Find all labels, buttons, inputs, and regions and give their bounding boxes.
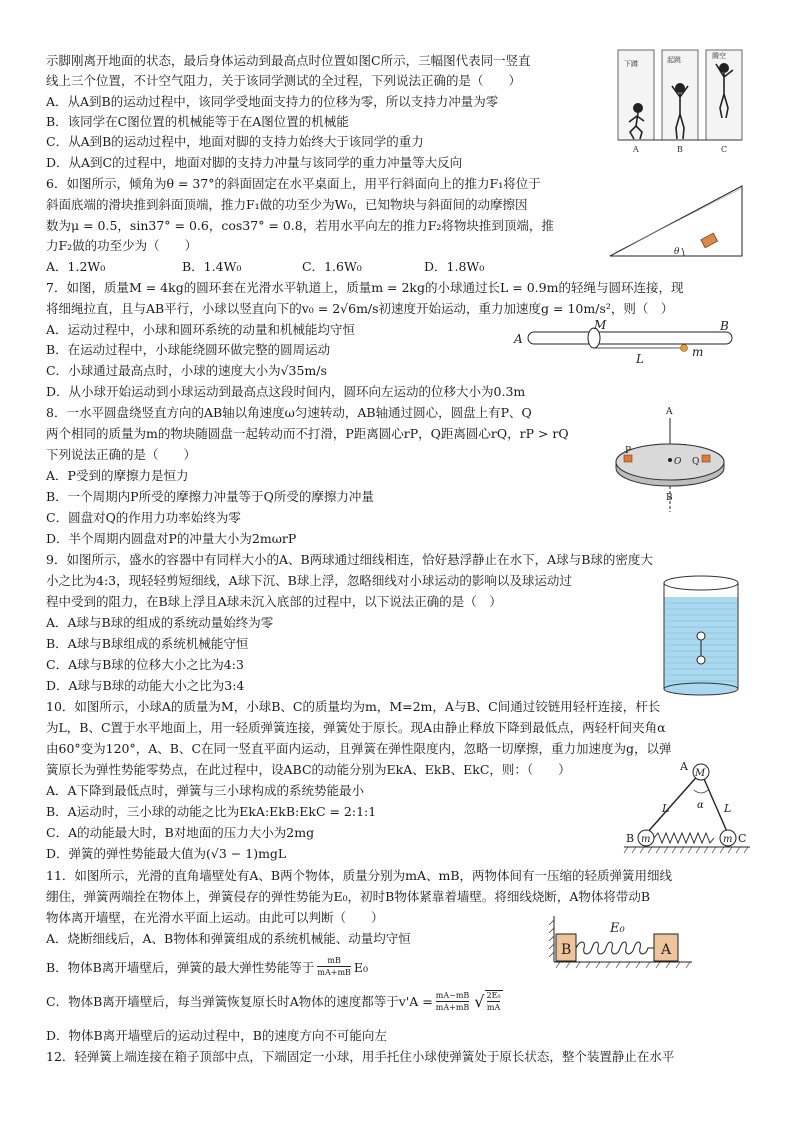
q6-line4: 力F₂做的功至少为（ ）: [46, 238, 198, 253]
q11-option-b-numerator: mB: [327, 956, 341, 965]
q6-option-a: A．1.2W₀: [46, 259, 106, 274]
q9-option-b: B．A球与B球组成的系统机械能守恒: [46, 636, 249, 651]
q8-option-c: C．圆盘对Q的作用力功率始终为零: [46, 510, 241, 525]
q8-fig-Q: Q: [692, 457, 700, 467]
q10-linkage-figure: [606, 760, 756, 860]
q11-option-c: [46, 990, 503, 1013]
q10-fig-m1: m: [641, 834, 651, 845]
q11-option-d: D．物体B离开墙壁后的运动过程中，B的速度方向不可能向左: [46, 1028, 387, 1043]
q8-option-b: B．一个周期内P所受的摩擦力冲量等于Q所受的摩擦力冲量: [46, 489, 374, 504]
q5-fig-label-b: 起跳: [667, 56, 681, 64]
q6-line3: 数为μ = 0.5，sin37° = 0.6，cos37° = 0.8，若用水平向左的推力F₂将物块推到顶端，推: [46, 218, 554, 233]
q7-fig-m: m: [692, 345, 704, 359]
q6-option-b: B．1.4W₀: [182, 259, 242, 274]
q7-option-d: D．从小球开始运动到小球运动到最高点这段时间内，圆环向左运动的位移大小为0.3m: [46, 384, 526, 399]
q9-line2: 小之比为4:3，现轻轻剪短细线，A球下沉、B球上浮，忽略细线对小球运动的影响以及球运动过: [46, 573, 572, 588]
q11-option-c-denominator: mA+mB: [435, 1002, 470, 1012]
q10-option-c: C．A的动能最大时，B对地面的压力大小为2mg: [46, 825, 315, 840]
q6-option-c: C．1.6W₀: [302, 259, 362, 274]
q7-fig-M: M: [594, 318, 607, 332]
q11-option-c-text: C．物体B离开墙壁后，每当弹簧恢复原长时A物体的速度都等于v'A =: [46, 994, 433, 1009]
q7-option-a: A．运动过程中，小球和圆环系统的动量和机械能均守恒: [46, 322, 356, 337]
q7-fig-A: A: [514, 332, 523, 346]
q5-option-c: C．从A到B的运动过程中，地面对脚的支持力始终大于该同学的重力: [46, 134, 424, 149]
q11-fig-B: B: [561, 942, 572, 958]
q8-fig-P: P: [625, 446, 632, 456]
q6-line1: 6．如图所示，倾角为θ = 37°的斜面固定在水平桌面上，用平行斜面向上的推力F₁将位于: [46, 176, 541, 191]
q11-line2: 绷住，弹簧两端拴在物体上，弹簧侵存的弹性势能为E₀，初时B物体紧靠着墙壁。将细线烧断，A物体将带动B: [46, 889, 651, 904]
q5-option-d: D．从A到C的过程中，地面对脚的支持力冲量与该同学的重力冲量等大反向: [46, 155, 463, 170]
q9-line3: 程中受到的阻力，在B球上浮且A球未沉入底部的过程中，以下说法正确的是（ ）: [46, 594, 502, 609]
q7-fig-B: B: [720, 319, 729, 333]
q10-fig-M: M: [695, 768, 706, 779]
q11-option-c-radicand-numerator: 2E₀: [486, 991, 501, 1000]
q10-line3: 由60°变为120°，A、B、C在同一竖直平面内运动，且弹簧在弹性限度内，忽略一切摩擦，重力加速度为g，以弹: [46, 741, 672, 756]
q8-fig-O: O: [674, 457, 682, 467]
q10-fig-L1: L: [662, 802, 670, 815]
q11-fig-E0: E₀: [610, 921, 625, 936]
q10-option-d: D．弹簧的弹性势能最大值为(√3 − 1)mgL: [46, 846, 287, 861]
q7-option-c: C．小球通过最高点时，小球的速度大小为√35m/s: [46, 363, 327, 378]
q11-line3: 物体离开墙壁，在光滑水平面上运动。由此可以判断（ ）: [46, 910, 384, 925]
q8-line3: 下列说法正确的是（ ）: [46, 447, 197, 462]
q5-fig-label-c: 腾空: [712, 52, 726, 60]
q10-fig-L2: L: [724, 802, 732, 815]
q11-option-b: [46, 956, 368, 978]
q10-line1: 10．如图所示，小球A的质量为M，小球B、C的质量均为m，M=2m，A与B、C间通过铰链用轻杆连接，杆长: [46, 699, 661, 714]
q10-fig-C: C: [738, 832, 747, 845]
q10-fig-B: B: [626, 832, 635, 845]
q11-line1: 11．如图所示，光滑的直角墙壁处有A、B两个物体，质量分别为mA、mB，两物体间有一压缩的轻质弹簧用细线: [46, 868, 673, 883]
q8-fig-A: A: [666, 407, 673, 417]
q10-fig-A: A: [680, 760, 688, 773]
q12-line1: 12．轻弹簧上端连接在箱子顶部中点，下端固定一小球，用手托住小球使弹簧处于原长状态，整个装置静止在水平: [46, 1049, 675, 1064]
q5-jump-figure: [616, 48, 746, 160]
q5-fig-caption-b: B: [677, 145, 683, 154]
q7-line2: 将细绳拉直，且与AB平行，小球以竖直向下的v₀ = 2√6m/s初速度开始运动，重力加速度g = 10m/s²，则（ ）: [46, 301, 674, 316]
q11-option-b-denominator: mA+mB: [317, 968, 351, 977]
q5-line1: 示脚刚离开地面的状态，最后身体运动到最高点时位置如图C所示，三幅图代表同一竖直: [46, 53, 531, 68]
q5-option-b: B．该同学在C图位置的机械能等于在A图位置的机械能: [46, 114, 349, 129]
q11-spring-figure: [546, 912, 696, 972]
q10-fig-m2: m: [723, 834, 733, 845]
q6-incline-figure: [600, 178, 750, 264]
q6-option-d: D．1.8W₀: [424, 259, 485, 274]
q11-option-c-radicand: [485, 990, 503, 1013]
q8-disk-figure: [612, 404, 732, 516]
q10-line4: 簧原长为弹性势能零势点，在此过程中，设ABC的动能分别为EkA、EkB、EkC，则：（ ）: [46, 762, 571, 777]
q6-line2: 斜面底端的滑块推到斜面顶端，推力F₁做的功至少为W₀，已知物块与斜面间的动摩擦因: [46, 197, 528, 212]
q10-line2: 为L，B、C置于水平地面上，用一轻质弹簧连接，弹簧处于原长。现A由静止释放下降到最低点，两轻杆间夹角α: [46, 720, 666, 735]
q11-option-c-radicand-denominator: mA: [486, 1003, 501, 1012]
q8-fig-B: B: [666, 493, 673, 503]
q7-line1: 7．如图，质量M = 4kg的圆环套在光滑水平轨道上，质量m = 2kg的小球通过长L = 0.9m的轻绳与圆环连接，现: [46, 280, 684, 295]
q11-option-b-text: B．物体B离开墙壁后，弹簧的最大弹性势能等于: [46, 959, 315, 975]
q7-ring-figure: [510, 318, 750, 366]
q10-fig-alpha: α: [697, 800, 704, 811]
q5-option-a: A．从A到B的运动过程中，该同学受地面支持力的位移为零，所以支持力冲量为零: [46, 94, 499, 109]
q11-option-b-fraction: [317, 956, 351, 978]
q11-option-a: A．烧断细线后，A、B物体和弹簧组成的系统机械能、动量均守恒: [46, 931, 411, 946]
q10-option-b: B．A运动时，三小球的动能之比为EkA:EkB:EkC = 2:1:1: [46, 804, 377, 819]
q10-option-a: A．A下降到最低点时，弹簧与三小球构成的系统势能最小: [46, 783, 365, 798]
q5-line2: 线上三个位置，不计空气阻力，关于该同学测试的全过程，下列说法正确的是（ ）: [46, 73, 522, 88]
q11-option-b-e0: E₀: [353, 959, 369, 975]
q9-beaker-figure: [660, 573, 742, 697]
q5-fig-caption-a: A: [633, 145, 639, 154]
q7-option-b: B．在运动过程中，小球能绕圆环做完整的圆周运动: [46, 342, 331, 357]
q9-option-c: C．A球与B球的位移大小之比为4:3: [46, 657, 244, 672]
q6-fig-theta: θ: [674, 247, 680, 257]
q7-fig-L: L: [636, 352, 644, 366]
q11-fig-A: A: [661, 942, 672, 958]
q9-line1: 9．如图所示，盛水的容器中有同样大小的A、B两球通过细线相连，恰好悬浮静止在水下，A球与B球的密度大: [46, 552, 653, 567]
q11-option-c-numerator: mA−mB: [435, 990, 470, 1000]
q11-option-c-fraction: [436, 991, 470, 1013]
q8-line1: 8．一水平圆盘绕竖直方向的AB轴以角速度ω匀速转动，AB轴通过圆心，圆盘上有P、Q: [46, 405, 532, 420]
q5-fig-label-a: 下蹲: [624, 60, 638, 68]
q9-option-d: D．A球与B球的动能大小之比为3:4: [46, 678, 245, 693]
sqrt-icon: √: [474, 992, 485, 1011]
q9-option-a: A．A球与B球的组成的系统动量始终为零: [46, 615, 274, 630]
q8-option-d: D．半个周期内圆盘对P的冲量大小为2mωrP: [46, 531, 297, 546]
q8-line2: 两个相同的质量为m的物块随圆盘一起转动而不打滑，P距离圆心rP，Q距离圆心rQ，rP > rQ: [46, 426, 569, 441]
q8-option-a: A．P受到的摩擦力是恒力: [46, 468, 189, 483]
q5-fig-caption-c: C: [721, 145, 728, 154]
